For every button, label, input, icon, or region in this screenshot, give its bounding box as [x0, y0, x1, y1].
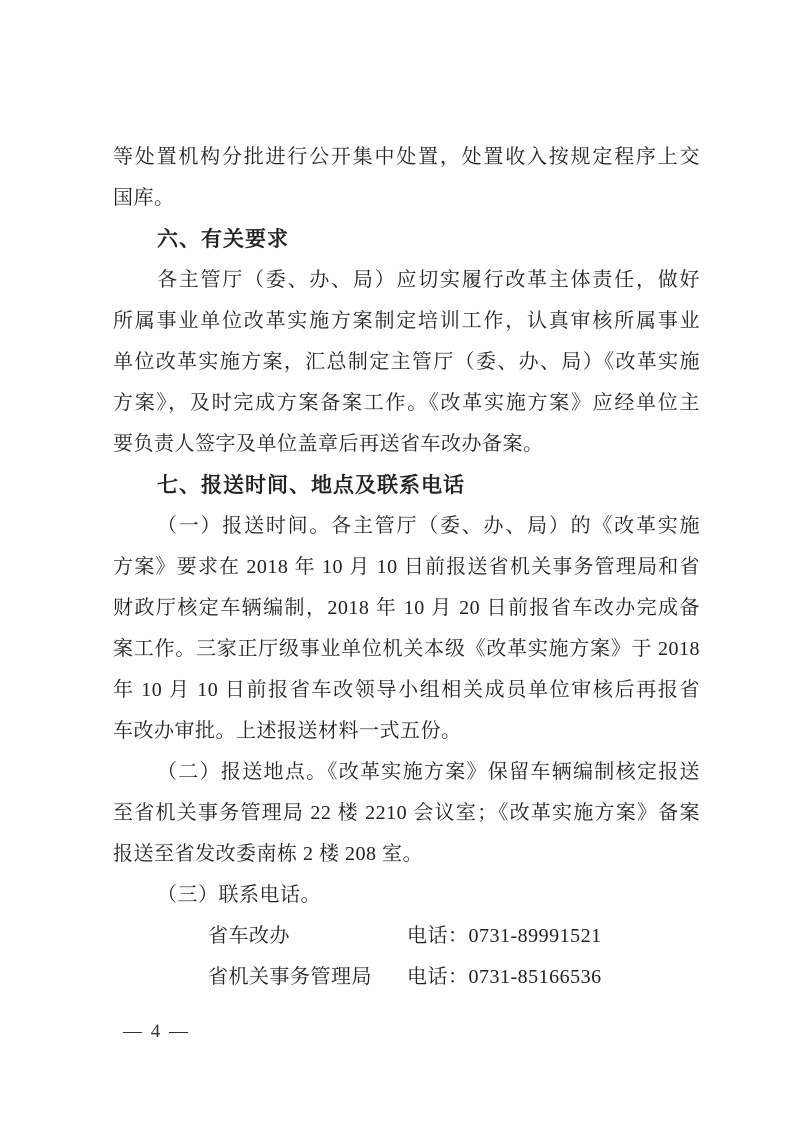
text-line: （二）报送地点。《改革实施方案》保留车辆编制核定报送 — [157, 761, 700, 783]
text-line: 案工作。三家正厅级事业单位机关本级《改革实施方案》于 2018 — [113, 638, 700, 660]
document-body — [113, 137, 700, 998]
text-line: 单位改革实施方案，汇总制定主管厅（委、办、局）《改革实施 — [113, 351, 700, 373]
text-line: 年 10 月 10 日前报省车改领导小组相关成员单位审核后再报省 — [113, 679, 700, 701]
text-line: 要负责人签字及单位盖章后再送省车改办备案。 — [113, 433, 544, 455]
text-line: 等处置机构分批进行公开集中处置，处置收入按规定程序上交 — [113, 146, 700, 168]
text-line: 财政厅核定车辆编制，2018 年 10 月 20 日前报省车改办完成备 — [113, 597, 700, 619]
contact-phone: 电话：0731-85166536 — [407, 966, 602, 988]
text-line: 各主管厅（委、办、局）应切实履行改革主体责任，做好 — [157, 269, 700, 291]
text-line: 至省机关事务管理局 22 楼 2210 会议室；《改革实施方案》备案 — [113, 802, 700, 824]
contact-name: 省机关事务管理局 — [208, 966, 372, 988]
contact-row — [113, 957, 700, 998]
text-line: 所属事业单位改革实施方案制定培训工作，认真审核所属事业 — [113, 310, 700, 332]
contact-name: 省车改办 — [208, 925, 290, 947]
text-line: 报送至省发改委南栋 2 楼 208 室。 — [113, 843, 423, 865]
text-line: 方案》，及时完成方案备案工作。《改革实施方案》应经单位主 — [113, 392, 700, 414]
text-line: 车改办审批。上述报送材料一式五份。 — [113, 720, 462, 742]
text-line: （三）联系电话。 — [157, 884, 321, 906]
contact-row — [113, 916, 700, 957]
section-heading: 六、有关要求 — [157, 228, 289, 251]
text-line: （一）报送时间。各主管厅（委、办、局）的《改革实施 — [157, 515, 700, 537]
text-line: 方案》要求在 2018 年 10 月 10 日前报送省机关事务管理局和省 — [113, 556, 700, 578]
page-number: — 4 — — [123, 1021, 190, 1042]
text-line: 国库。 — [113, 187, 175, 209]
contact-phone: 电话：0731-89991521 — [407, 925, 602, 947]
section-heading: 七、报送时间、地点及联系电话 — [157, 474, 465, 497]
